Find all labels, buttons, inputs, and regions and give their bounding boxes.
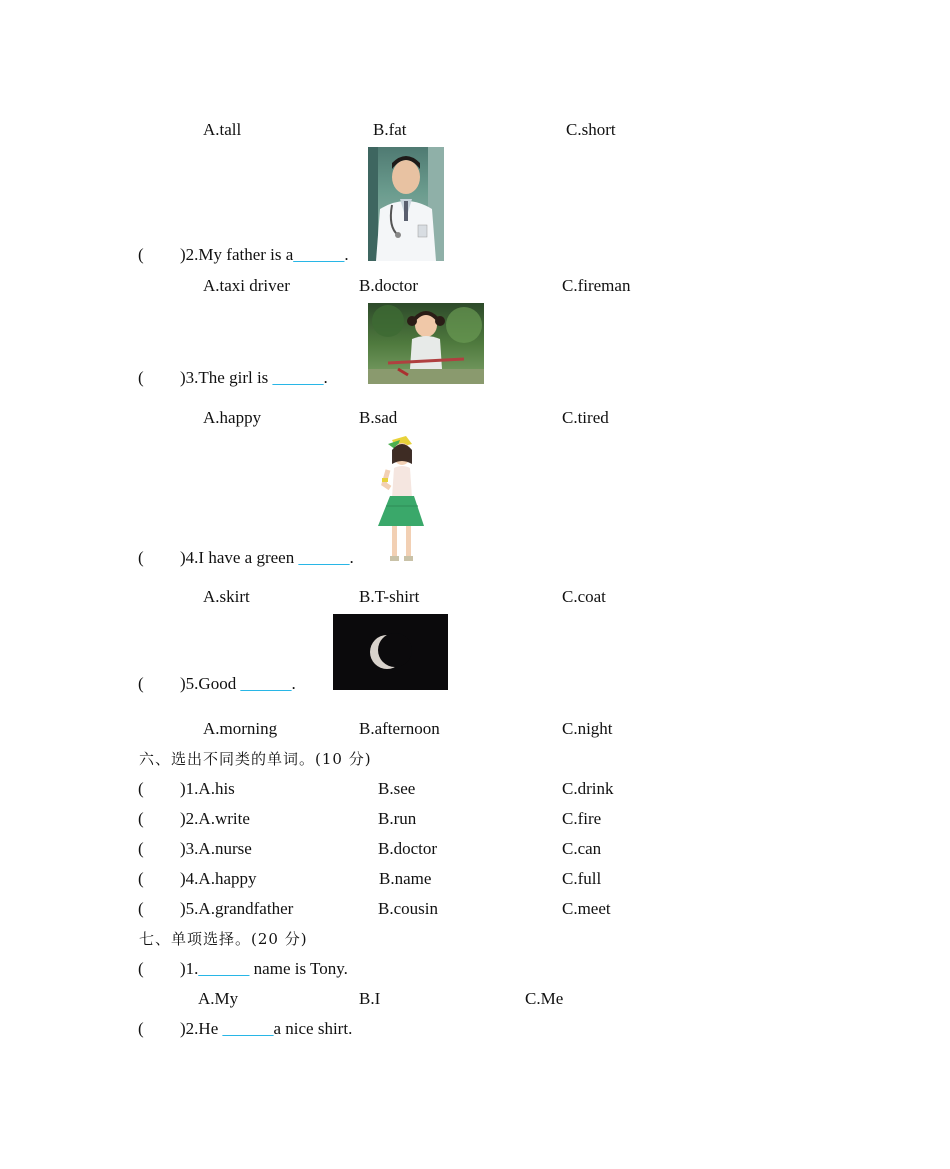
q5-period: . [291, 674, 296, 693]
s6-q1-option-b: B.see [378, 779, 416, 798]
s7-q1-number: )1. [180, 959, 199, 978]
s7-q1-stem [180, 959, 348, 979]
q4-option-b: B.T-shirt [359, 587, 420, 606]
q5-answer-blank[interactable]: ______ [240, 674, 292, 693]
doctor-photo [368, 147, 444, 261]
q5-option-b: B.afternoon [359, 719, 440, 738]
s7-q1-paren: ( [138, 959, 144, 978]
s6-q3-option-b: B.doctor [378, 839, 438, 858]
s6-q3-option-c: C.can [562, 839, 602, 858]
q5-stem [180, 674, 296, 694]
s7-q2-answer-blank[interactable]: ______ [222, 1019, 274, 1038]
q5-paren: ( [138, 674, 144, 693]
s7-q1-answer-blank[interactable]: ______ [198, 959, 250, 978]
q1-option-b: B.fat [373, 120, 407, 139]
q3-option-b: B.sad [359, 408, 398, 427]
s6-q1-option-c: C.drink [562, 779, 614, 798]
s6-q1-option-a: )1.A.his [180, 779, 235, 798]
s6-q5-option-a: )5.A.grandfather [180, 899, 294, 918]
q2-paren: ( [138, 245, 144, 264]
q3-option-c: C.tired [562, 408, 609, 427]
s6-q3-paren: ( [138, 839, 144, 858]
s7-q2-text: a nice shirt. [273, 1019, 353, 1038]
section6-title: 六、选出不同类的单词。(10 分) [139, 750, 372, 768]
q4-option-c: C.coat [562, 587, 606, 606]
q2-option-b: B.doctor [359, 276, 419, 295]
q3-question-text: )3.The girl is [180, 368, 269, 387]
s6-q5-option-c: C.meet [562, 899, 611, 918]
moon-night-photo [333, 614, 448, 690]
q2-period: . [344, 245, 349, 264]
q5-option-a: A.morning [203, 719, 278, 738]
s6-q5-option-b: B.cousin [378, 899, 438, 918]
s7-q1-option-b: B.I [359, 989, 381, 1008]
section7-title: 七、单项选择。(20 分) [139, 930, 308, 948]
s7-q2-stem [180, 1019, 352, 1039]
s6-q4-option-c: C.full [562, 869, 602, 888]
s7-q2-paren: ( [138, 1019, 144, 1038]
s6-q3-option-a: )3.A.nurse [180, 839, 252, 858]
q4-paren: ( [138, 548, 144, 567]
s7-q1-text: name is Tony. [253, 959, 348, 978]
s6-q2-paren: ( [138, 809, 144, 828]
q4-period: . [349, 548, 354, 567]
s6-q1-paren: ( [138, 779, 144, 798]
q3-answer-blank[interactable]: ______ [272, 368, 324, 387]
s6-q4-paren: ( [138, 869, 144, 888]
q1-option-a: A.tall [203, 120, 242, 139]
q2-question-text: )2.My father is a [180, 245, 294, 264]
q5-question-text: )5.Good [180, 674, 237, 693]
s6-q5-paren: ( [138, 899, 144, 918]
s7-q1-option-c: C.Me [525, 989, 564, 1008]
s6-q4-option-b: B.name [379, 869, 432, 888]
s6-q2-option-a: )2.A.write [180, 809, 250, 828]
q4-stem [180, 548, 354, 568]
q3-stem [180, 368, 328, 388]
q3-option-a: A.happy [203, 408, 262, 427]
q2-option-a: A.taxi driver [203, 276, 290, 295]
q2-option-c: C.fireman [562, 276, 631, 295]
q2-stem [180, 245, 349, 265]
s6-q2-option-b: B.run [378, 809, 417, 828]
s6-q4-option-a: )4.A.happy [180, 869, 257, 888]
q4-option-a: A.skirt [203, 587, 250, 606]
q2-answer-blank[interactable]: ______ [293, 245, 345, 264]
q1-option-c: C.short [566, 120, 616, 139]
q4-question-text: )4.I have a green [180, 548, 295, 567]
q5-option-c: C.night [562, 719, 613, 738]
girl-green-skirt-photo [366, 434, 436, 564]
s7-q2-question-text: )2.He [180, 1019, 219, 1038]
girl-on-bike-photo [368, 303, 484, 384]
s7-q1-option-a: A.My [198, 989, 239, 1008]
q3-period: . [323, 368, 328, 387]
q3-paren: ( [138, 368, 144, 387]
s6-q2-option-c: C.fire [562, 809, 602, 828]
q4-answer-blank[interactable]: ______ [298, 548, 350, 567]
